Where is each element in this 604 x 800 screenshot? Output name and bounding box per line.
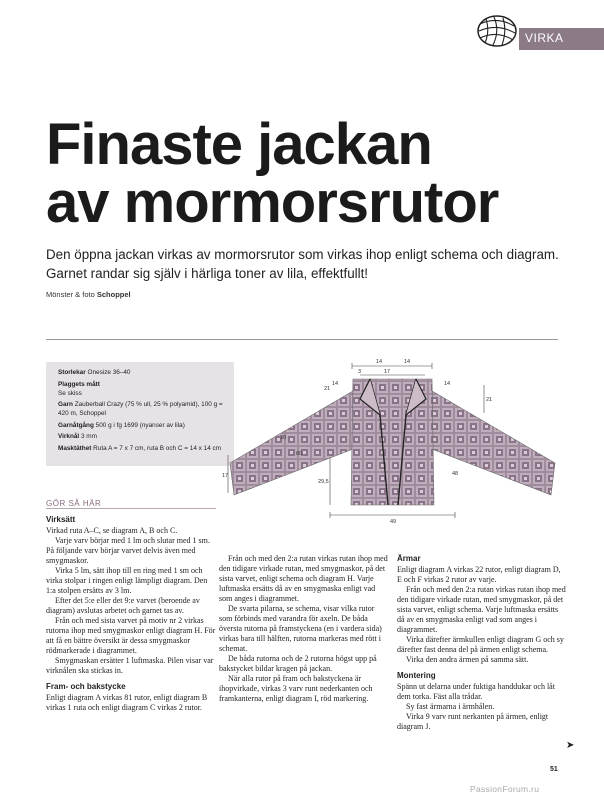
paragraph: Virka därefter ärmkullen enligt diagram G och sy därefter fast denna del på ärmen enligt schema. — [397, 635, 564, 654]
dim-label: 14 — [332, 381, 339, 387]
page-number: 51 — [550, 766, 558, 773]
dim-label: 14 — [376, 359, 383, 365]
spec-label: Virknål — [58, 433, 80, 440]
dim-label: 48 — [452, 471, 459, 477]
continue-arrow-icon: ➤ — [566, 740, 575, 751]
paragraph: De svarta pilarna, se schema, visar vilka rutor som förbinds med varandra för axeln. De båda översta rutorna på framstyckena (en i vardera sida) virkas bara till hälften, rutorna markeras med rött i schemat. — [219, 604, 382, 653]
paragraph: Virka den andra ärmen på samma sätt. — [406, 655, 529, 664]
subheading: Ärmar — [397, 554, 421, 563]
spec-row — [58, 421, 234, 430]
paragraph: Från och med sista varvet på motiv nr 2 virkas rutorna ihop med smygmaskor enligt diagram H. För att få en bättre översikt är dessa smygmaskor rödmarkerade i diagrammet. — [46, 616, 216, 655]
dim-label: 14 — [444, 381, 451, 387]
dim-label: 29,5 — [318, 479, 329, 485]
credit — [46, 290, 131, 299]
paragraph: Enligt diagram A virkas 81 rutor, enligt diagram B virkas 1 ruta och enligt diagram C virkas 2 rutor. — [46, 693, 208, 712]
spec-label: Garnåtgång — [58, 421, 94, 429]
divider — [46, 339, 558, 340]
paragraph: När alla rutor på fram och bakstyckena är ihopvirkade, virkas 3 varv runt nederkanten och framkanterna, enligt diagram I, röd markering. — [219, 674, 373, 703]
dim-label: 80 — [296, 451, 303, 457]
paragraph: Virkad ruta A–C, se diagram A, B och C. — [46, 526, 178, 535]
lead-paragraph: Den öppna jackan virkas av mormorsrutor som virkas ihop enligt schema och diagram. Garnet randar sig själv i härliga toner av lila, effektfullt! — [46, 247, 559, 281]
specs-box — [46, 362, 234, 466]
title-line-2: av mormorsrutor — [46, 170, 499, 235]
dim-label: 21 — [324, 386, 331, 392]
spec-row — [58, 432, 234, 441]
yarn-ball-icon — [476, 14, 518, 48]
dim-label: 17 — [384, 369, 391, 375]
paragraph: Sy fast ärmarna i ärmhålen. — [406, 702, 495, 711]
spec-label: Garn — [58, 401, 73, 408]
paragraph: Virka 9 varv runt nerkanten på ärmen, enligt diagram J. — [397, 712, 549, 731]
spec-row — [58, 368, 234, 377]
divider — [46, 508, 216, 509]
paragraph: Efter det 5:e eller det 9:e varvet (beroende av diagram) avslutas arbetet och garnet tas av. — [46, 596, 200, 615]
spec-value: Onesize 36–40 — [85, 369, 131, 376]
section-label: VIRKA — [525, 31, 564, 45]
dim-label: 14 — [404, 359, 411, 365]
text-column-3 — [397, 554, 567, 732]
subheading: Virksätt — [46, 515, 76, 524]
credit-label: Mönster & foto — [46, 290, 95, 299]
spec-value: Ruta A = 7 x 7 cm, ruta B och C = 14 x 14 cm — [91, 444, 222, 452]
paragraph: De båda rutorna och de 2 rutorna högst upp på bakstycket bildar kragen på jackan. — [219, 654, 377, 673]
dim-label: 21 — [486, 397, 493, 403]
credit-name: Schoppel — [96, 290, 131, 299]
paragraph: Virka 5 lm, sätt ihop till en ring med 1 sm och virka stolpar i ringen enligt lämpligt diagram. Den 1:a stolpen ersätts av 3 lm. — [46, 566, 208, 595]
subheading: Fram- och bakstycke — [46, 682, 126, 691]
section-heading-how-to: GÖR SÅ HÄR — [46, 499, 102, 508]
paragraph: Från och med den 2:a rutan virkas rutan ihop med den tidigare virkade rutan, med smygmaskor, på det sista varvet, enligt schema. Varje luftmaska ersätts då av en smygmaska enligt vad som anges i diagrammet. — [397, 585, 566, 634]
dim-label: 30 — [280, 435, 287, 441]
spec-value: Zauberball Crazy (75 % ull, 25 % polyamid), 100 g = 420 m, Schoppel — [58, 401, 223, 417]
text-column-1 — [46, 515, 218, 713]
spec-row — [58, 400, 234, 418]
watermark: PassionForum.ru — [470, 784, 540, 794]
paragraph: Spänn ut delarna under fuktiga handdukar och låt dem torka. Fäst alla trådar. — [397, 682, 555, 701]
paragraph: Varje varv börjar med 1 lm och slutar med 1 sm. På följande varv börjar varvet delvis även med smygmaskor. — [46, 536, 210, 565]
jacket-schematic — [220, 355, 565, 540]
paragraph: Enligt diagram A virkas 22 rutor, enligt diagram D, E och F virkas 2 rutor av varje. — [397, 565, 561, 584]
spec-value: 500 g i fg 1699 (nyanser av lila) — [93, 421, 185, 429]
dim-label: 49 — [390, 519, 397, 525]
dim-label: 3 — [358, 369, 362, 375]
spec-label: Plaggets mått — [58, 380, 100, 388]
spec-value: Se skiss — [58, 389, 82, 397]
spec-row — [58, 380, 234, 398]
paragraph: Smygmaskan ersätter 1 luftmaska. Pilen visar var virknålen ska stickas in. — [46, 656, 214, 675]
title-line-1: Finaste jackan — [46, 112, 432, 177]
spec-label: Storlekar — [58, 369, 86, 376]
paragraph: Från och med den 2:a rutan virkas rutan ihop med den tidigare virkade rutan, med smygmaskor, på det sista varvet, enligt schema och diagram H. Varje luftmaska ersätts då av en smygmaska enligt vad som anges i diagrammet. — [219, 554, 388, 603]
dim-label: 17 — [222, 473, 229, 479]
spec-row — [58, 444, 234, 453]
section-tag — [519, 28, 604, 50]
subheading: Montering — [397, 671, 436, 680]
page-title — [46, 112, 566, 235]
text-column-2 — [219, 554, 389, 704]
spec-value: 3 mm — [79, 433, 97, 440]
spec-label: Masktäthet — [58, 444, 92, 452]
